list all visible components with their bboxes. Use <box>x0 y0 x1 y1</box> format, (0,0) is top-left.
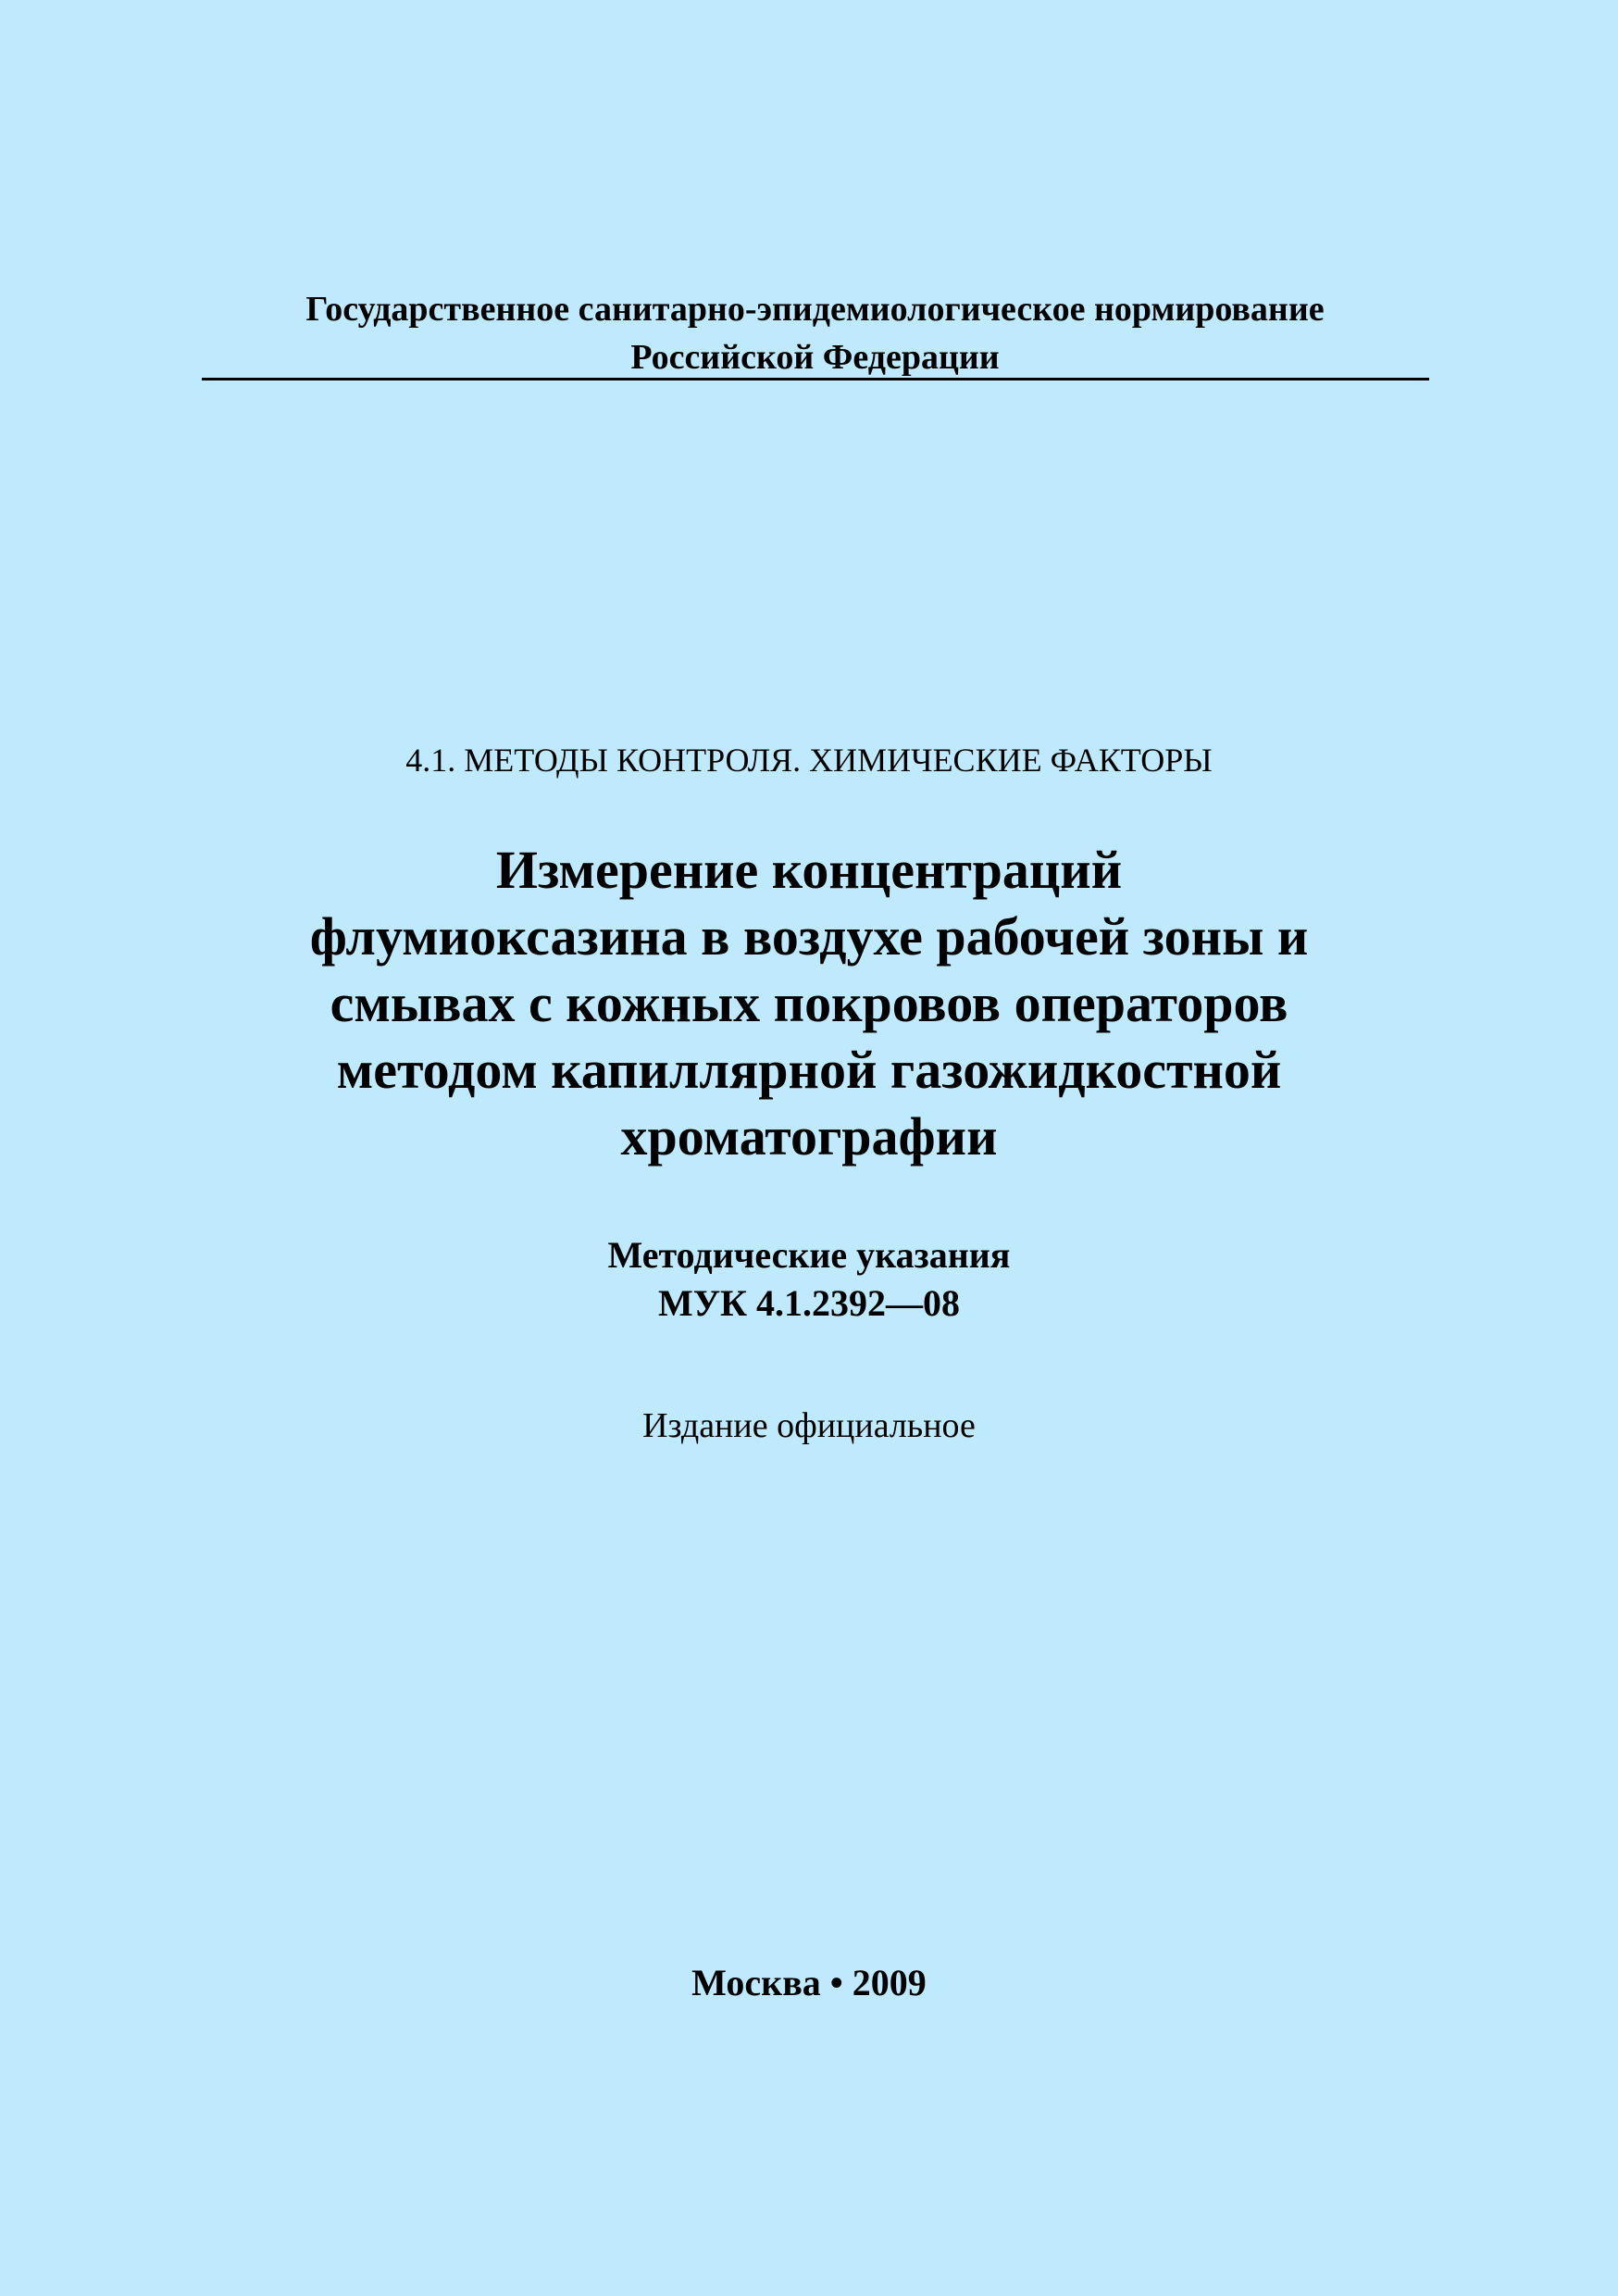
issuer-header <box>202 285 1428 381</box>
document-title <box>161 837 1457 1170</box>
title-line-1: Измерение концентраций <box>495 840 1123 900</box>
document-code: МУК 4.1.2392—08 <box>657 1282 961 1324</box>
imprint: Москва • 2009 <box>691 1962 927 2003</box>
title-line-3: смывах с кожных покровов операторов <box>330 973 1288 1033</box>
title-line-4: методом капиллярной газожидкостной <box>336 1040 1282 1100</box>
edition-note: Издание официальное <box>642 1406 976 1445</box>
document-type <box>161 1231 1457 1328</box>
title-line-2: флумиоксазина в воздухе рабочей зоны и <box>309 906 1309 967</box>
document-type-label: Методические указания <box>607 1234 1011 1276</box>
issuer-line-1: Государственное санитарно-эпидемиологическое нормирование <box>305 290 1325 329</box>
header-divider <box>202 378 1429 381</box>
issuer-line-2: Российской Федерации <box>630 338 1000 377</box>
title-line-5: хроматографии <box>620 1106 998 1167</box>
series-heading: 4.1. МЕТОДЫ КОНТРОЛЯ. ХИМИЧЕСКИЕ ФАКТОРЫ <box>405 742 1213 779</box>
